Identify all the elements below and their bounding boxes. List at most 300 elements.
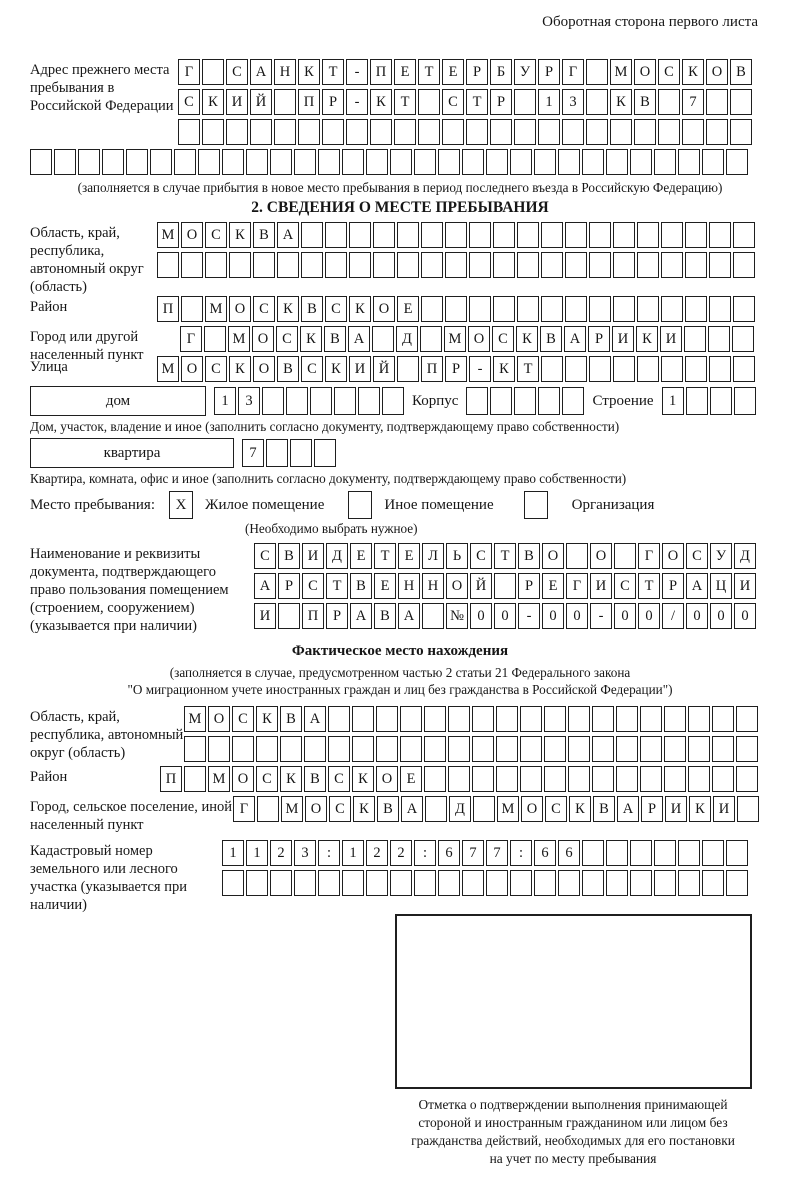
korpus-label: Корпус bbox=[412, 392, 459, 409]
char-cell bbox=[462, 149, 484, 175]
char-cell bbox=[606, 149, 628, 175]
char-cell: А bbox=[304, 706, 326, 732]
char-cell bbox=[616, 736, 638, 762]
char-cell bbox=[310, 387, 332, 415]
char-cell bbox=[262, 387, 284, 415]
char-cell: А bbox=[277, 222, 299, 248]
char-cell: К bbox=[636, 326, 658, 352]
char-cell: : bbox=[510, 840, 532, 866]
char-cell: С bbox=[614, 573, 636, 599]
char-cell: Р bbox=[326, 603, 348, 629]
char-cell: К bbox=[229, 222, 251, 248]
stay-place-label: Место пребывания: bbox=[30, 496, 155, 513]
char-cell: Т bbox=[322, 59, 344, 85]
char-cell bbox=[232, 736, 254, 762]
char-cell bbox=[462, 870, 484, 896]
house-note: Дом, участок, владение и иное (заполнить согласно документу, подтверждающему право собственности) bbox=[30, 419, 620, 434]
char-cell: - bbox=[518, 603, 540, 629]
char-cell bbox=[654, 840, 676, 866]
house-type-box: дом bbox=[30, 386, 206, 416]
char-cell: П bbox=[298, 89, 320, 115]
char-cell: С bbox=[470, 543, 492, 569]
char-cell bbox=[469, 222, 491, 248]
char-cell bbox=[726, 149, 748, 175]
char-cell bbox=[589, 222, 611, 248]
char-cell bbox=[400, 736, 422, 762]
char-cell bbox=[637, 356, 659, 382]
char-cell bbox=[370, 119, 392, 145]
char-cell: 0 bbox=[614, 603, 636, 629]
char-cell bbox=[229, 252, 251, 278]
char-cell bbox=[514, 119, 536, 145]
char-cell bbox=[544, 706, 566, 732]
char-cell bbox=[102, 149, 124, 175]
char-cell bbox=[472, 706, 494, 732]
fact-note-1: (заполняется в случае, предусмотренном частью 2 статьи 21 Федерального закона bbox=[169, 665, 631, 680]
char-cell bbox=[534, 870, 556, 896]
char-cell bbox=[634, 119, 656, 145]
char-cell bbox=[582, 840, 604, 866]
char-cell bbox=[658, 119, 680, 145]
char-cell bbox=[157, 252, 179, 278]
char-cell: Р bbox=[445, 356, 467, 382]
document-label: Наименование и реквизиты документа, подтверждающего право пользования помещением (строением, сооружением) (указывается при наличии) bbox=[30, 546, 229, 634]
char-cell bbox=[661, 356, 683, 382]
char-cell: Л bbox=[422, 543, 444, 569]
prev-address-row-2 bbox=[178, 89, 754, 115]
char-cell bbox=[246, 149, 268, 175]
char-cell bbox=[709, 252, 731, 278]
char-cell bbox=[606, 840, 628, 866]
char-cell bbox=[490, 387, 512, 415]
char-cell: Б bbox=[490, 59, 512, 85]
char-cell: О bbox=[468, 326, 490, 352]
char-cell: 7 bbox=[462, 840, 484, 866]
char-cell bbox=[592, 706, 614, 732]
char-cell bbox=[688, 736, 710, 762]
char-cell: 6 bbox=[534, 840, 556, 866]
char-cell bbox=[266, 439, 288, 467]
char-cell bbox=[493, 296, 515, 322]
char-cell bbox=[490, 119, 512, 145]
char-cell bbox=[414, 149, 436, 175]
char-cell: Г bbox=[566, 573, 588, 599]
char-cell bbox=[688, 706, 710, 732]
char-cell: 0 bbox=[470, 603, 492, 629]
char-cell: К bbox=[516, 326, 538, 352]
char-cell: И bbox=[590, 573, 612, 599]
char-cell: А bbox=[350, 603, 372, 629]
char-cell bbox=[442, 119, 464, 145]
char-cell bbox=[514, 387, 536, 415]
char-cell: М bbox=[281, 796, 303, 822]
district-label: Район bbox=[30, 299, 68, 315]
char-cell: Г bbox=[180, 326, 202, 352]
char-cell bbox=[424, 736, 446, 762]
char-cell: А bbox=[398, 603, 420, 629]
char-cell bbox=[565, 252, 587, 278]
char-cell: Е bbox=[374, 573, 396, 599]
char-cell: В bbox=[374, 603, 396, 629]
char-cell bbox=[709, 296, 731, 322]
char-cell bbox=[466, 119, 488, 145]
char-cell: С bbox=[254, 543, 276, 569]
char-cell: 2 bbox=[366, 840, 388, 866]
char-cell bbox=[678, 870, 700, 896]
char-cell: А bbox=[348, 326, 370, 352]
stay-option-organization-checkbox bbox=[524, 491, 548, 519]
char-cell bbox=[534, 149, 556, 175]
char-cell bbox=[682, 119, 704, 145]
char-cell bbox=[270, 870, 292, 896]
char-cell bbox=[733, 222, 755, 248]
char-cell bbox=[421, 222, 443, 248]
char-cell: Е bbox=[398, 543, 420, 569]
char-cell: Й bbox=[373, 356, 395, 382]
char-cell bbox=[510, 149, 532, 175]
char-cell: Й bbox=[250, 89, 272, 115]
char-cell bbox=[277, 252, 299, 278]
stroenie-label: Строение bbox=[592, 392, 654, 409]
char-cell bbox=[538, 387, 560, 415]
char-cell: Д bbox=[326, 543, 348, 569]
char-cell: У bbox=[514, 59, 536, 85]
street-field bbox=[30, 356, 770, 386]
char-cell bbox=[589, 296, 611, 322]
char-cell bbox=[274, 119, 296, 145]
char-cell bbox=[568, 736, 590, 762]
char-cell bbox=[733, 356, 755, 382]
char-cell: А bbox=[564, 326, 586, 352]
char-cell bbox=[342, 870, 364, 896]
char-cell bbox=[520, 736, 542, 762]
char-cell bbox=[565, 356, 587, 382]
char-cell: С bbox=[276, 326, 298, 352]
char-cell: № bbox=[446, 603, 468, 629]
char-cell bbox=[630, 149, 652, 175]
char-cell: А bbox=[254, 573, 276, 599]
char-cell: С bbox=[205, 222, 227, 248]
char-cell bbox=[250, 119, 272, 145]
char-cell bbox=[328, 736, 350, 762]
char-cell: Ц bbox=[710, 573, 732, 599]
prev-address-note: (заполняется в случае прибытия в новое место пребывания в период последнего въезда в Российскую Федерацию) bbox=[77, 180, 723, 195]
char-cell bbox=[661, 252, 683, 278]
char-cell: С bbox=[226, 59, 248, 85]
char-cell bbox=[376, 706, 398, 732]
prev-address-row-1 bbox=[178, 59, 754, 85]
char-cell: В bbox=[304, 766, 326, 792]
char-cell bbox=[346, 119, 368, 145]
char-cell: О bbox=[229, 296, 251, 322]
char-cell: В bbox=[540, 326, 562, 352]
fact-note-2: "О миграционном учете иностранных граждан и лиц без гражданства в Российской Федерации") bbox=[127, 682, 673, 697]
stay-option-residential-checkbox: X bbox=[169, 491, 193, 519]
char-cell: / bbox=[662, 603, 684, 629]
char-cell bbox=[678, 149, 700, 175]
char-cell bbox=[592, 766, 614, 792]
char-cell: Е bbox=[442, 59, 464, 85]
cadastre-label: Кадастровый номер земельного или лесного участка (указывается при наличии) bbox=[30, 843, 187, 913]
char-cell bbox=[286, 387, 308, 415]
city-field bbox=[30, 326, 770, 363]
char-cell bbox=[589, 252, 611, 278]
char-cell: С bbox=[492, 326, 514, 352]
char-cell bbox=[558, 870, 580, 896]
char-cell bbox=[438, 149, 460, 175]
char-cell bbox=[325, 222, 347, 248]
char-cell: А bbox=[401, 796, 423, 822]
char-cell bbox=[400, 706, 422, 732]
char-cell: К bbox=[300, 326, 322, 352]
fact-region-field bbox=[30, 706, 770, 766]
char-cell: Р bbox=[278, 573, 300, 599]
char-cell: К bbox=[689, 796, 711, 822]
char-cell bbox=[301, 222, 323, 248]
char-cell: С bbox=[329, 796, 351, 822]
char-cell: О bbox=[634, 59, 656, 85]
char-cell bbox=[613, 356, 635, 382]
char-cell bbox=[448, 736, 470, 762]
char-cell bbox=[438, 870, 460, 896]
char-cell bbox=[493, 222, 515, 248]
char-cell: С bbox=[178, 89, 200, 115]
char-cell bbox=[562, 119, 584, 145]
char-cell bbox=[637, 252, 659, 278]
char-cell: 1 bbox=[662, 387, 684, 415]
char-cell: 1 bbox=[538, 89, 560, 115]
char-cell: Й bbox=[470, 573, 492, 599]
char-cell bbox=[304, 736, 326, 762]
char-cell bbox=[685, 252, 707, 278]
char-cell: 1 bbox=[222, 840, 244, 866]
apartment-type-box: квартира bbox=[30, 438, 234, 468]
char-cell bbox=[517, 296, 539, 322]
stay-option-organization-label: Организация bbox=[571, 496, 655, 513]
char-cell: К bbox=[325, 356, 347, 382]
char-cell bbox=[181, 252, 203, 278]
char-cell bbox=[726, 840, 748, 866]
caption-line-2: стороной и иностранным гражданином или лицом без bbox=[418, 1115, 728, 1130]
char-cell bbox=[424, 766, 446, 792]
char-cell: - bbox=[346, 89, 368, 115]
char-cell bbox=[664, 736, 686, 762]
char-cell: О bbox=[706, 59, 728, 85]
cadastre-field bbox=[30, 840, 770, 914]
char-cell bbox=[352, 706, 374, 732]
char-cell bbox=[280, 736, 302, 762]
char-cell: 1 bbox=[246, 840, 268, 866]
char-cell bbox=[469, 252, 491, 278]
char-cell: П bbox=[302, 603, 324, 629]
char-cell bbox=[614, 543, 636, 569]
char-cell bbox=[322, 119, 344, 145]
char-cell: В bbox=[253, 222, 275, 248]
char-cell bbox=[469, 296, 491, 322]
char-cell: О bbox=[590, 543, 612, 569]
char-cell bbox=[708, 326, 730, 352]
char-cell bbox=[204, 326, 226, 352]
fact-city-field bbox=[30, 796, 770, 833]
char-cell: Е bbox=[400, 766, 422, 792]
char-cell bbox=[253, 252, 275, 278]
char-cell: 2 bbox=[270, 840, 292, 866]
char-cell: В bbox=[301, 296, 323, 322]
char-cell bbox=[352, 736, 374, 762]
char-cell: М bbox=[228, 326, 250, 352]
document-row-2 bbox=[254, 573, 758, 599]
char-cell: 0 bbox=[734, 603, 756, 629]
char-cell: Р bbox=[466, 59, 488, 85]
char-cell: К bbox=[256, 706, 278, 732]
char-cell bbox=[198, 149, 220, 175]
char-cell: : bbox=[318, 840, 340, 866]
char-cell: К bbox=[682, 59, 704, 85]
char-cell bbox=[493, 252, 515, 278]
char-cell: С bbox=[328, 766, 350, 792]
char-cell bbox=[610, 119, 632, 145]
region-row-2 bbox=[157, 252, 757, 278]
char-cell: В bbox=[593, 796, 615, 822]
street-label: Улица bbox=[30, 359, 68, 375]
char-cell: Н bbox=[422, 573, 444, 599]
char-cell bbox=[510, 870, 532, 896]
char-cell: О bbox=[181, 222, 203, 248]
char-cell bbox=[568, 766, 590, 792]
char-cell: Ь bbox=[446, 543, 468, 569]
char-cell: И bbox=[254, 603, 276, 629]
char-cell bbox=[448, 766, 470, 792]
char-cell bbox=[736, 706, 758, 732]
char-cell bbox=[654, 149, 676, 175]
char-cell: Т bbox=[517, 356, 539, 382]
caption-line-1: Отметка о подтверждении выполнения принимающей bbox=[418, 1097, 728, 1112]
char-cell bbox=[390, 149, 412, 175]
char-cell bbox=[630, 840, 652, 866]
document-row-1 bbox=[254, 543, 758, 569]
char-cell bbox=[544, 766, 566, 792]
char-cell bbox=[226, 119, 248, 145]
char-cell bbox=[661, 296, 683, 322]
char-cell: С bbox=[256, 766, 278, 792]
char-cell bbox=[372, 326, 394, 352]
char-cell bbox=[270, 149, 292, 175]
char-cell bbox=[425, 796, 447, 822]
char-cell: И bbox=[734, 573, 756, 599]
char-cell bbox=[486, 149, 508, 175]
char-cell bbox=[733, 296, 755, 322]
char-cell: Т bbox=[394, 89, 416, 115]
char-cell: Н bbox=[398, 573, 420, 599]
char-cell bbox=[373, 222, 395, 248]
char-cell bbox=[473, 796, 495, 822]
char-cell bbox=[376, 736, 398, 762]
char-cell: О bbox=[542, 543, 564, 569]
char-cell: - bbox=[346, 59, 368, 85]
char-cell: О bbox=[181, 356, 203, 382]
char-cell: Т bbox=[326, 573, 348, 599]
char-cell bbox=[126, 149, 148, 175]
char-cell: К bbox=[229, 356, 251, 382]
char-cell: 0 bbox=[566, 603, 588, 629]
char-cell: У bbox=[710, 543, 732, 569]
document-row-3 bbox=[254, 603, 758, 629]
char-cell: 3 bbox=[562, 89, 584, 115]
char-cell bbox=[586, 119, 608, 145]
char-cell: Т bbox=[466, 89, 488, 115]
char-cell: Т bbox=[638, 573, 660, 599]
prev-address-row-4 bbox=[30, 149, 770, 175]
char-cell: О bbox=[232, 766, 254, 792]
char-cell bbox=[736, 766, 758, 792]
city-label: Город или другой населенный пункт bbox=[30, 329, 144, 363]
char-cell bbox=[517, 252, 539, 278]
char-cell: М bbox=[610, 59, 632, 85]
char-cell: И bbox=[660, 326, 682, 352]
char-cell: 0 bbox=[494, 603, 516, 629]
char-cell bbox=[358, 387, 380, 415]
char-cell: О bbox=[662, 543, 684, 569]
char-cell bbox=[373, 252, 395, 278]
char-cell: В bbox=[634, 89, 656, 115]
char-cell bbox=[582, 149, 604, 175]
street-row bbox=[157, 356, 757, 382]
char-cell: С bbox=[658, 59, 680, 85]
char-cell bbox=[558, 149, 580, 175]
char-cell bbox=[712, 736, 734, 762]
char-cell: К bbox=[569, 796, 591, 822]
char-cell bbox=[394, 119, 416, 145]
char-cell bbox=[325, 252, 347, 278]
char-cell: Т bbox=[494, 543, 516, 569]
char-cell: Д bbox=[734, 543, 756, 569]
char-cell: Р bbox=[538, 59, 560, 85]
char-cell: : bbox=[414, 840, 436, 866]
char-cell bbox=[520, 706, 542, 732]
char-cell bbox=[664, 766, 686, 792]
char-cell: 0 bbox=[710, 603, 732, 629]
district-row bbox=[157, 296, 757, 322]
char-cell: К bbox=[610, 89, 632, 115]
char-cell bbox=[445, 222, 467, 248]
char-cell bbox=[257, 796, 279, 822]
char-cell bbox=[205, 252, 227, 278]
caption-line-3: гражданства действий, необходимых для его постановки bbox=[411, 1133, 735, 1148]
char-cell: Т bbox=[418, 59, 440, 85]
char-cell bbox=[606, 870, 628, 896]
apartment-number-row bbox=[242, 439, 338, 467]
char-cell bbox=[418, 89, 440, 115]
char-cell bbox=[294, 870, 316, 896]
apartment-note: Квартира, комната, офис и иное (заполнить согласно документу, подтверждающему право собственности) bbox=[30, 471, 627, 486]
char-cell bbox=[397, 356, 419, 382]
char-cell bbox=[486, 870, 508, 896]
char-cell: 3 bbox=[294, 840, 316, 866]
char-cell bbox=[256, 736, 278, 762]
char-cell: 7 bbox=[682, 89, 704, 115]
stay-place-row bbox=[30, 491, 770, 519]
prev-address-label: Адрес прежнего места пребывания в Российской Федерации bbox=[30, 62, 174, 114]
char-cell: П bbox=[370, 59, 392, 85]
char-cell bbox=[496, 706, 518, 732]
char-cell: И bbox=[302, 543, 324, 569]
char-cell bbox=[702, 840, 724, 866]
char-cell: 3 bbox=[238, 387, 260, 415]
char-cell bbox=[366, 870, 388, 896]
char-cell bbox=[314, 439, 336, 467]
char-cell bbox=[448, 706, 470, 732]
char-cell bbox=[382, 387, 404, 415]
